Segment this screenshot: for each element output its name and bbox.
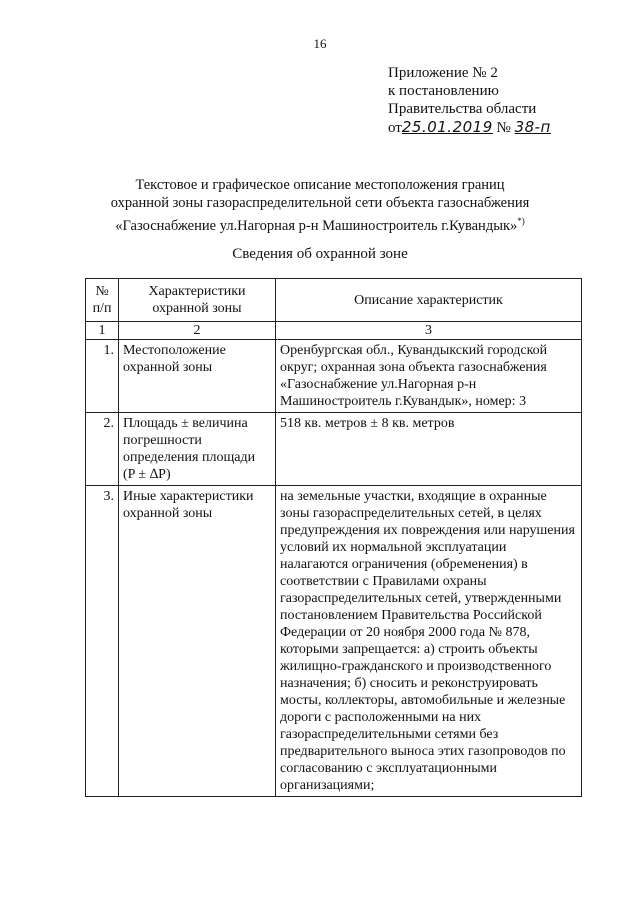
index-cell: 2 <box>119 322 276 340</box>
table-row <box>86 486 582 797</box>
handwritten-number: 38-п <box>514 118 551 136</box>
row-characteristic: Местоположение охранной зоны <box>119 340 276 413</box>
appendix-line-2: к постановлению <box>388 83 499 99</box>
row-number: 1. <box>86 340 119 413</box>
footnote-mark: *) <box>517 216 525 226</box>
index-cell: 1 <box>86 322 119 340</box>
index-cell: 3 <box>276 322 582 340</box>
appendix-date-line <box>388 118 551 137</box>
handwritten-date: 25.01.2019 <box>401 118 493 136</box>
page-number: 16 <box>313 36 327 51</box>
row-characteristic: Иные характеристики охранной зоны <box>119 486 276 797</box>
row-characteristic: Площадь ± величина погрешности определения площади (P ± ∆P) <box>119 413 276 486</box>
title-line-1: Текстовое и графическое описание местоположения границ <box>135 177 505 193</box>
date-prefix: от <box>388 120 402 136</box>
header-characteristics: Характеристики охранной зоны <box>119 279 276 322</box>
table-row <box>86 340 582 413</box>
number-prefix: № <box>496 120 511 136</box>
title-line-3 <box>60 212 580 235</box>
appendix-header <box>388 64 551 137</box>
zone-info-table <box>85 278 582 797</box>
table-header-row <box>86 279 582 322</box>
row-number: 3. <box>86 486 119 797</box>
table-index-row <box>86 322 582 340</box>
header-description: Описание характеристик <box>276 279 582 322</box>
row-description: 518 кв. метров ± 8 кв. метров <box>276 413 582 486</box>
appendix-line-3: Правительства области <box>388 101 537 117</box>
title-line-2: охранной зоны газораспределительной сети объекта газоснабжения <box>110 195 530 211</box>
row-description: Оренбургская обл., Кувандыкский городской округ; охранная зона объекта газоснабжения «Газоснабжение ул.Нагорная р-н Машиностроитель г.Кувандык», номер: 3 <box>276 340 582 413</box>
document-title <box>60 176 580 235</box>
table-row <box>86 413 582 486</box>
appendix-title: Приложение № 2 <box>388 65 498 81</box>
row-description: на земельные участки, входящие в охранные зоны газораспределительных сетей, в целях предупреждения их повреждения или нарушения условий их нормальной эксплуатации налагаются ограничения (обременения) в соответствии с Правилами охраны газораспределительных сетей, утвержденными постановлением Правительства Российской Федерации от 20 ноября 2000 года № 878, которыми запрещается: а) строить объекты жилищно-гражданского и производственного назначения; б) сносить и реконструировать мосты, коллекторы, автомобильные и железные дороги с расположенными на них газораспределительными сетями без предварительного выноса этих газопроводов по согласованию с эксплуатационными организациями; <box>276 486 582 797</box>
header-number: № п/п <box>86 279 119 322</box>
title-object-name: «Газоснабжение ул.Нагорная р-н Машиностроитель г.Кувандык» <box>115 217 518 234</box>
row-number: 2. <box>86 413 119 486</box>
section-title: Сведения об охранной зоне <box>232 246 408 262</box>
